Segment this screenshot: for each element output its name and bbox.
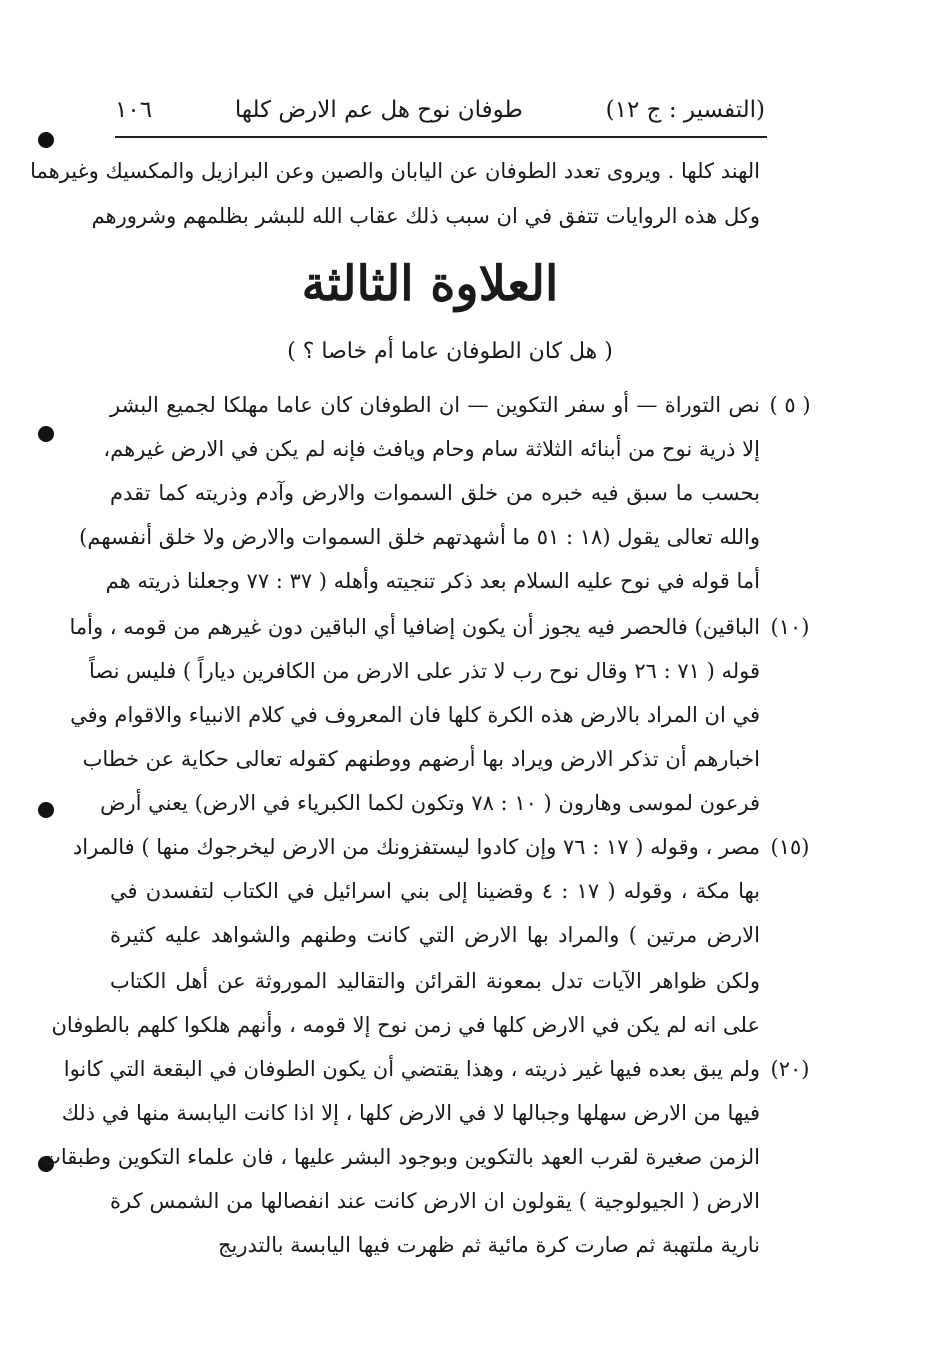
binding-hole-mark (38, 132, 54, 148)
line-number-marker: (٢٠) (770, 1057, 810, 1081)
line-number-marker: (١٥) (770, 835, 810, 859)
text-line: قوله ( ٧١ : ٢٦ وقال نوح رب لا تذر على الارض من الكافرين دياراً ) فليس نصاً (89, 659, 760, 683)
line-number-marker: (١٠) (770, 615, 810, 639)
text-line: بها مكة ، وقوله ( ١٧ : ٤ وقضينا إلى بني اسرائيل في الكتاب لتفسدن في (110, 879, 760, 903)
section-title: العلاوة الثالثة (301, 256, 559, 312)
text-line: فرعون لموسى وهارون ( ١٠ : ٧٨ وتكون لكما الكبرياء في الارض) يعني أرض (100, 791, 760, 815)
text-line: مصر ، وقوله ( ١٧ : ٧٦ وإن كادوا ليستفزونك من الارض ليخرجوك منها ) فالمراد (72, 835, 760, 859)
text-line: الهند كلها . ويروى تعدد الطوفان عن اليابان والصين وعن البرازيل والمكسيك وغيرهما (30, 159, 760, 183)
book-reference: (التفسير : ج ١٢) (605, 97, 765, 123)
text-line: الباقين) فالحصر فيه يجوز أن يكون إضافيا أي الباقين دون غيرهم من قومه ، وأما (69, 615, 760, 639)
text-line: أما قوله في نوح عليه السلام بعد ذكر تنجيته وأهله ( ٣٧ : ٧٧ وجعلنا ذريته هم (105, 569, 760, 593)
text-line: فيها من الارض سهلها وجبالها لا في الارض كلها ، إلا اذا كانت اليابسة منها في ذلك (61, 1101, 760, 1125)
text-line: إلا ذرية نوح من أبنائه الثلاثة سام وحام ويافث فإنه لم يكن في الارض غيرهم، (103, 437, 760, 461)
text-line: الارض ( الجيولوجية ) يقولون ان الارض كانت عند انفصالها من الشمس كرة (110, 1189, 760, 1213)
header-rule (115, 136, 767, 138)
page-number: ١٠٦ (115, 97, 153, 123)
text-line: بحسب ما سبق فيه خبره من خلق السموات والارض وآدم وذريته كما تقدم (110, 481, 760, 505)
text-line: ولم يبق بعده فيها غير ذريته ، وهذا يقتضي أن يكون الطوفان في البقعة التي كانوا (63, 1057, 760, 1081)
text-line: ولكن ظواهر الآيات تدل بمعونة القرائن والتقاليد الموروثة عن أهل الكتاب (110, 969, 760, 993)
text-line: الارض مرتين ) والمراد بها الارض التي كانت وطنهم والشواهد عليه كثيرة (110, 923, 760, 947)
text-line: الزمن صغيرة لقرب العهد بالتكوين وبوجود البشر عليها ، فان علماء التكوين وطبقات (41, 1145, 760, 1169)
line-number-marker: ( ٥ ) (769, 393, 811, 417)
text-line: والله تعالى يقول (١٨ : ٥١ ما أشهدتهم خلق السموات والارض ولا خلق أنفسهم) (79, 525, 760, 549)
text-line: نص التوراة — أو سفر التكوين — ان الطوفان كان عاما مهلكا لجميع البشر (110, 393, 760, 417)
text-line: نارية ملتهبة ثم صارت كرة مائية ثم ظهرت فيها اليابسة بالتدريج (217, 1233, 760, 1257)
binding-hole-mark (38, 802, 54, 818)
text-line: وكل هذه الروايات تتفق في ان سبب ذلك عقاب الله للبشر بظلمهم وشرورهم (91, 204, 760, 228)
text-line: على انه لم يكن في الارض كلها في زمن نوح إلا قومه ، وأنهم هلكوا كلهم بالطوفان (51, 1013, 760, 1037)
page-header (115, 88, 765, 132)
section-subtitle: ( هل كان الطوفان عاما أم خاصا ؟ ) (287, 339, 613, 364)
running-title: طوفان نوح هل عم الارض كلها (234, 97, 523, 123)
binding-hole-mark (38, 426, 54, 442)
text-line: اخبارهم أن تذكر الارض ويراد بها أرضهم ووطنهم كقوله تعالى حكاية عن خطاب (82, 747, 760, 771)
text-line: في ان المراد بالارض هذه الكرة كلها فان المعروف في كلام الانبياء والاقوام وفي (70, 703, 760, 727)
